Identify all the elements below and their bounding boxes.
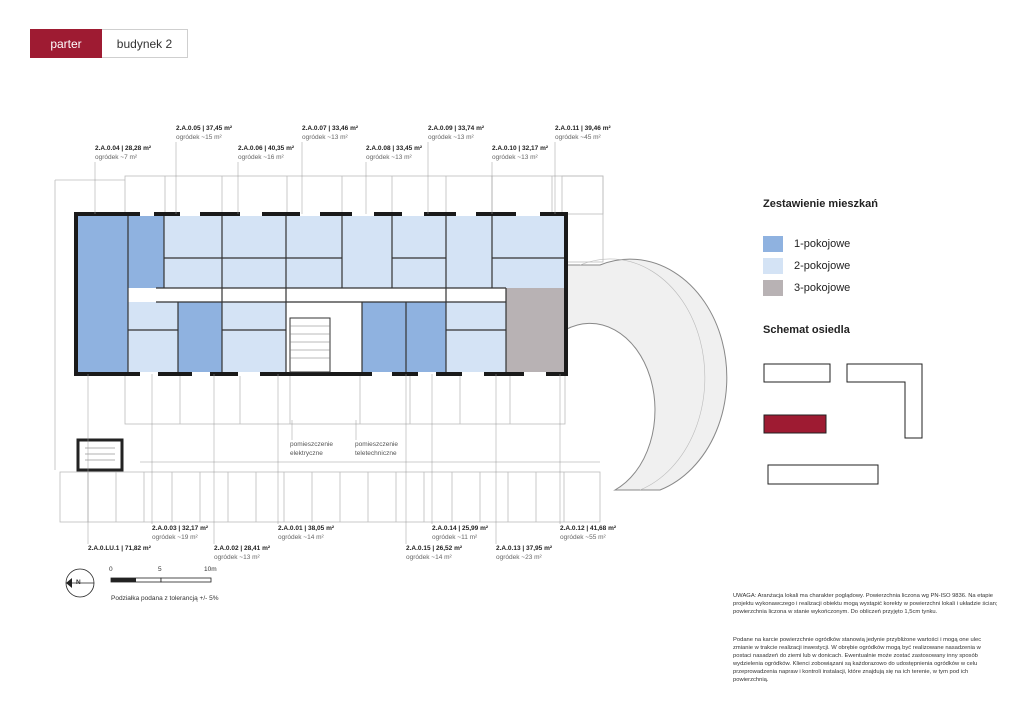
unit-label: 2.A.0.03 | 32,17 m² ogródek ~19 m² <box>152 525 209 541</box>
legend-title: Zestawienie mieszkań <box>763 198 878 210</box>
tab-building[interactable]: budynek 2 <box>102 29 188 58</box>
unit-label: 2.A.0.11 | 39,46 m² ogródek ~45 m² <box>555 125 611 141</box>
legend-item-1-room: 1-pokojowe <box>763 236 850 252</box>
legend-item-3-room: 3-pokojowe <box>763 280 850 296</box>
unit-3-room <box>506 288 564 372</box>
unit-label: 2.A.0.06 | 40,35 m² ogródek ~16 m² <box>238 145 295 161</box>
unit-label: 2.A.0.02 | 28,41 m² ogródek ~13 m² <box>214 545 271 561</box>
unit-label: 2.A.0.14 | 25,99 m² ogródek ~11 m² <box>432 525 489 541</box>
tab-floor[interactable]: parter <box>30 29 102 58</box>
estate-schema <box>764 364 922 484</box>
unit-label: 2.A.0.12 | 41,68 m² ogródek ~55 m² <box>560 525 617 541</box>
note-gardens: Podane na karcie powierzchnie ogródków stanowią jedynie przybliżone wartości i mogą one ulec zmianie w trakcie realizacji inwestycji. W obrębie ogródków mogą być realizowane nasadzenia w postaci nasadzeń do ziemi lub w donicach. Ewentualnie może zostać zastosowany inny sposób wydzielenia ogródków. Klienci zobowiązani są każdorazowo do udostępnienia ogródków w celu przeprowadzenia napraw i kontroli instalacji, które znajdują się na ich terenie, w tym pod ich powierzchnią. <box>733 637 982 683</box>
legend-swatch <box>763 258 783 274</box>
unit-label: 2.A.0.10 | 32,17 m² ogródek ~13 m² <box>492 145 549 161</box>
unit-label: 2.A.0.04 | 28,28 m² ogródek ~7 m² <box>95 145 152 161</box>
room-electrical-label: pomieszczenie elektryczne <box>290 441 333 457</box>
unit-label: 2.A.0.LU.1 | 71,82 m² <box>88 545 151 552</box>
scale-label-0: 0 <box>109 566 113 573</box>
legend-swatch <box>763 280 783 296</box>
scale-label-10: 10m <box>204 566 217 573</box>
note-layout: UWAGA: Aranżacja lokali ma charakter poglądowy. Powierzchnia liczona wg PN-ISO 9836. Na etapie projektu wykonawczego i realizacji obiektu mogą wystąpić korekty w powierzchni lokali i układzie ścian; powierzchnia liczona w stanie wykończonym. Do obliczeń przyjęto 1,5cm tynku. <box>733 593 998 615</box>
unit-label: 2.A.0.07 | 33,46 m² ogródek ~13 m² <box>302 125 359 141</box>
corridor <box>156 288 506 302</box>
schema-title: Schemat osiedla <box>763 324 850 336</box>
legend-item-2-room: 2-pokojowe <box>763 258 850 274</box>
scale-note: Podziałka podana z tolerancją +/- 5% <box>111 595 219 602</box>
legend-swatch <box>763 236 783 252</box>
unit-label: 2.A.0.13 | 37,95 m² ogródek ~23 m² <box>496 545 553 561</box>
stair-box <box>78 440 122 470</box>
parking <box>60 462 600 522</box>
unit-label: 2.A.0.15 | 26,52 m² ogródek ~14 m² <box>406 545 463 561</box>
unit-label: 2.A.0.08 | 33,45 m² ogródek ~13 m² <box>366 145 423 161</box>
unit-label: 2.A.0.01 | 38,05 m² ogródek ~14 m² <box>278 525 335 541</box>
scale-bar <box>111 578 211 582</box>
north-label: N <box>76 579 81 586</box>
ramp <box>565 259 727 490</box>
unit-label: 2.A.0.09 | 33,74 m² ogródek ~13 m² <box>428 125 485 141</box>
room-telecom-label: pomieszczenie teletechniczne <box>355 441 398 457</box>
unit-label: 2.A.0.05 | 37,45 m² ogródek ~15 m² <box>176 125 233 141</box>
scale-label-5: 5 <box>158 566 162 573</box>
